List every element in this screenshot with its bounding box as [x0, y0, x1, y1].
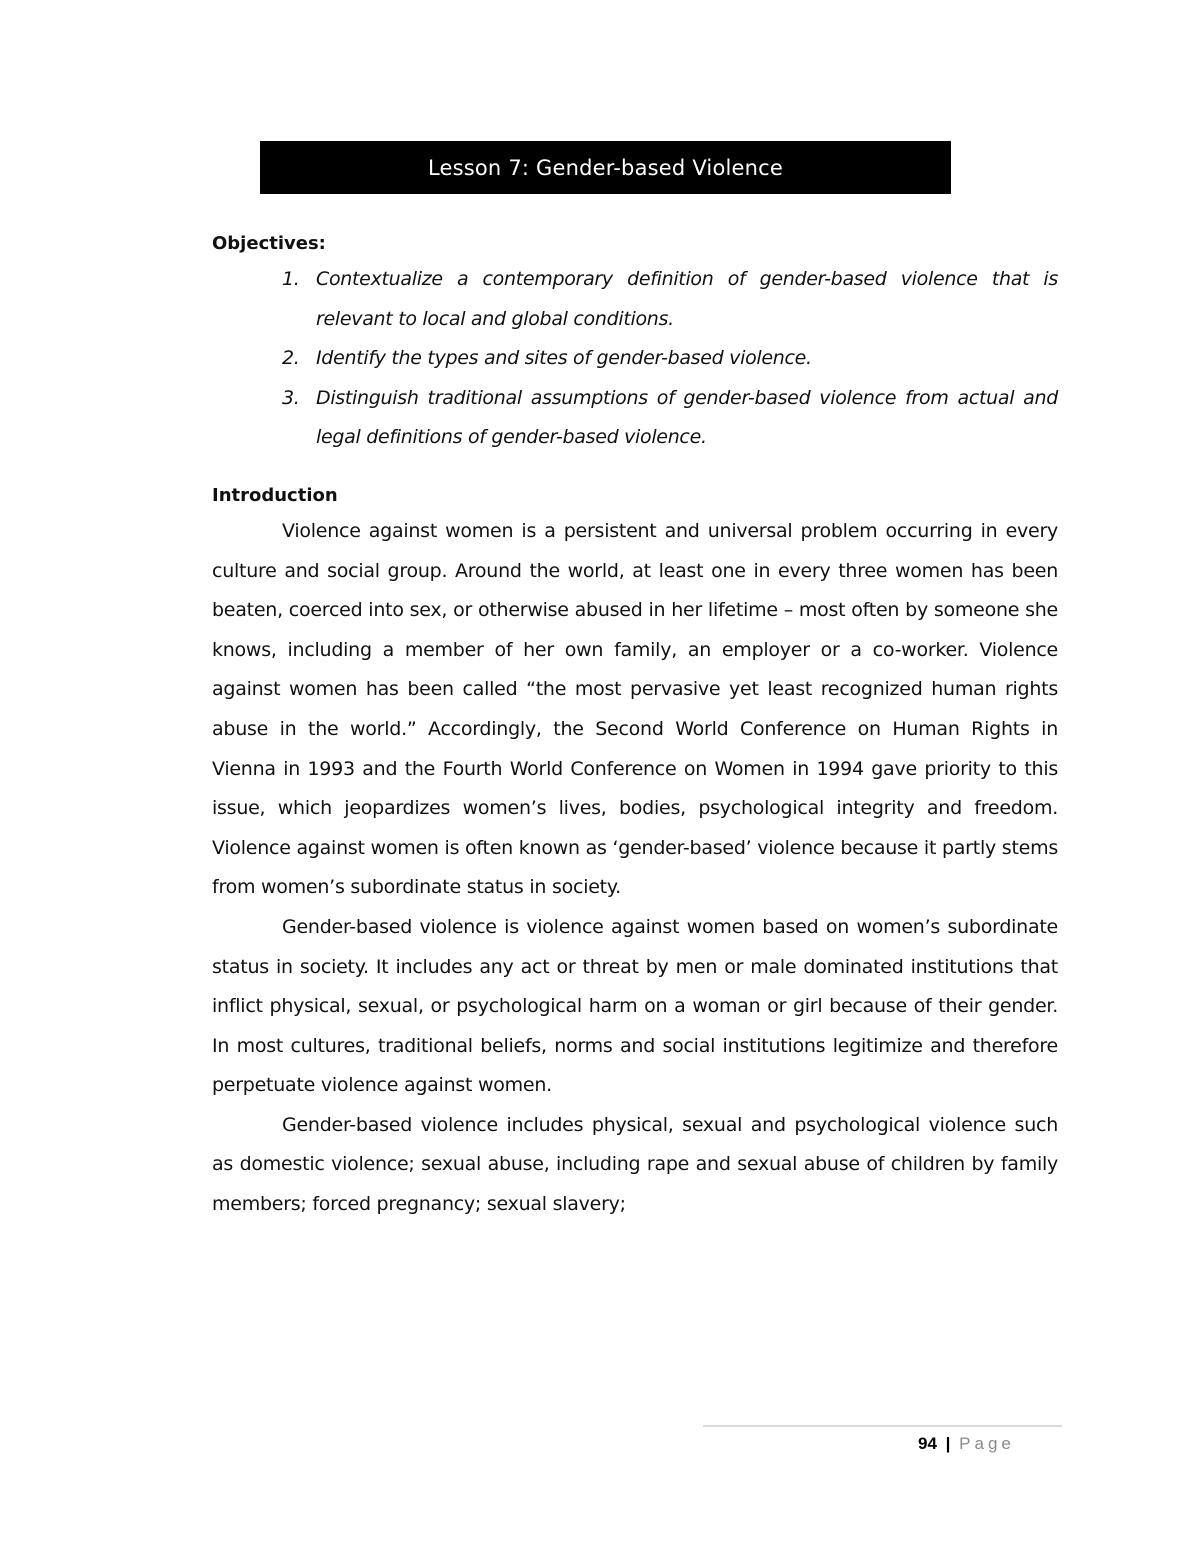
document-body — [212, 228, 1058, 1225]
objective-item — [212, 379, 1058, 458]
objective-text: Identify the types and sites of gender-based violence. — [316, 347, 812, 370]
footer-separator: | — [945, 1434, 951, 1453]
objective-number: 2. — [282, 347, 300, 370]
objectives-list — [212, 260, 1058, 458]
page-footer — [918, 1432, 1015, 1456]
objective-text: Distinguish traditional assumptions of gender-based violence from actual and legal definitions of gender-based violence. — [316, 386, 1058, 449]
objective-number: 3. — [282, 386, 300, 409]
objective-item — [212, 339, 1058, 379]
introduction-paragraph: Gender-based violence includes physical, sexual and psychological violence such as domestic violence; sexual abuse, including rape and sexual abuse of children by family members; forced pregnancy; sexual slavery; — [212, 1113, 1058, 1216]
objective-item — [212, 260, 1058, 339]
introduction-heading: Introduction — [212, 484, 338, 506]
objective-text: Contextualize a contemporary definition of gender-based violence that is relevant to local and global conditions. — [316, 268, 1058, 330]
lesson-title: Lesson 7: Gender-based Violence — [427, 155, 784, 180]
footer-divider — [703, 1425, 1062, 1427]
objectives-heading: Objectives: — [212, 233, 326, 254]
lesson-title-banner — [260, 141, 951, 194]
introduction-paragraph: Violence against women is a persistent and universal problem occurring in every culture and social group. Around the world, at least one in every three women has been beaten, coerced into sex, or otherwise abused in her lifetime – most often by someone she knows, including a member of her own family, an employer or a co-worker. Violence against women has been called “the most pervasive yet least recognized human rights abuse in the world.” Accordingly, the Second World Conference on Human Rights in Vienna in 1993 and the Fourth World Conference on Women in 1994 gave priority to this issue, which jeopardizes women’s lives, bodies, psychological integrity and freedom. Violence against women is often known as ‘gender-based’ violence because it partly stems from women’s subordinate status in society. — [212, 519, 1058, 899]
objective-number: 1. — [282, 268, 300, 290]
page-label: Page — [959, 1434, 1015, 1453]
page-number: 94 — [918, 1434, 937, 1453]
introduction-paragraph: Gender-based violence is violence against women based on women’s subordinate status in society. It includes any act or threat by men or male dominated institutions that inflict physical, sexual, or psychological harm on a woman or girl because of their gender. In most cultures, traditional beliefs, norms and social institutions legitimize and therefore perpetuate violence against women. — [212, 915, 1058, 1097]
